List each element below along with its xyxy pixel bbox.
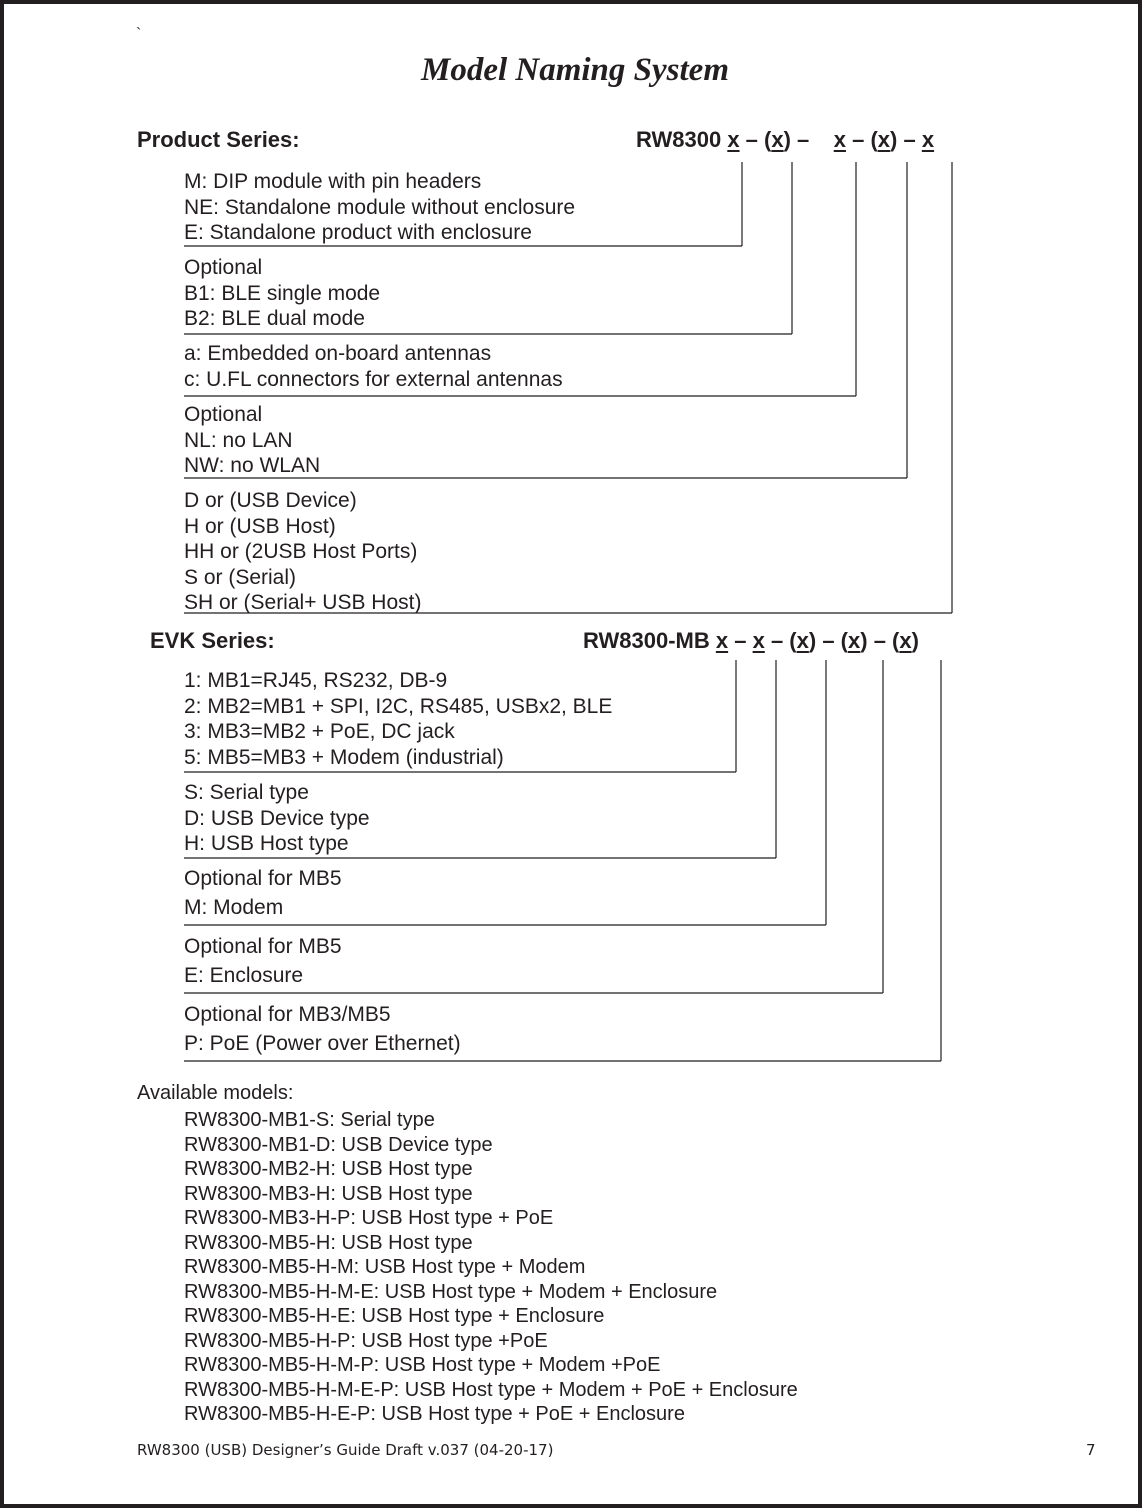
code-separator: ) [911,628,919,653]
block-line: D: USB Device type [184,806,370,830]
block-line: c: U.FL connectors for external antennas [184,367,563,391]
block-line: Optional for MB5 [184,867,342,890]
block-line: S: Serial type [184,781,309,804]
block-line: NL: no LAN [184,428,293,452]
block-line: NE: Standalone module without enclosure [184,195,576,219]
block-line: D or (USB Device) [184,489,357,512]
block-line: B2: BLE dual mode [184,307,365,331]
available-models-heading: Available models: [137,1082,294,1104]
model-list-item: RW8300-MB5-H-E: USB Host type + Enclosure [184,1305,605,1327]
block-line: NW: no WLAN [184,454,321,478]
model-list-item: RW8300-MB5-H-M: USB Host type + Modem [184,1256,586,1278]
block-line: E: Enclosure [184,964,304,987]
code-separator: – [728,628,753,653]
block-line: 5: MB5=MB3 + Modem (industrial) [184,745,504,769]
code-separator: ) – ( [860,628,900,653]
code-variable-marker: x [848,628,861,653]
page-title: Model Naming System [420,52,729,88]
code-variable-marker: x [833,127,846,152]
block-line: H: USB Host type [184,832,349,856]
evk-series-label: EVK Series: [150,628,275,653]
model-list-item: RW8300-MB5-H-E-P: USB Host type + PoE + Enclosure [184,1403,685,1425]
block-line: B1: BLE single mode [184,281,381,305]
code-separator: – ( [764,628,797,653]
stray-tick-mark: ` [136,26,142,43]
code-variable-marker: x [727,127,740,152]
code-separator: – ( [845,127,878,152]
footer-document-info: RW8300 (USB) Designer’s Guide Draft v.037 (04-20-17) [137,1441,554,1459]
code-variable-marker: x [921,127,935,152]
block-line: Optional for MB5 [184,935,342,958]
code-separator: – ( [739,127,772,152]
block-line: P: PoE (Power over Ethernet) [184,1032,461,1055]
model-list-item: RW8300-MB3-H: USB Host type [184,1182,473,1205]
block-line: 1: MB1=RJ45, RS232, DB-9 [184,669,448,692]
block-line: Optional [184,403,263,426]
model-list-item: RW8300-MB1-S: Serial type [184,1109,435,1131]
available-models-list [184,1108,798,1427]
evk-code-prefix: RW8300-MB [583,628,716,653]
model-list-item: RW8300-MB5-H: USB Host type [184,1231,473,1254]
block-line: 3: MB3=MB2 + PoE, DC jack [184,720,455,744]
code-separator: ) – ( [808,628,848,653]
model-list-item: RW8300-MB5-H-P: USB Host type +PoE [184,1329,548,1352]
block-line: 2: MB2=MB1 + SPI, I2C, RS485, USBx2, BLE [184,694,613,718]
block-line: E: Standalone product with enclosure [184,221,532,245]
code-variable-marker: x [796,628,809,653]
block-line: HH or (2USB Host Ports) [184,540,418,564]
product-code-prefix: RW8300 [636,127,728,152]
footer-page-number: 7 [1086,1441,1096,1459]
code-variable-marker: x [771,127,784,152]
code-separator: ) – [783,127,834,152]
block-line: Optional [184,256,263,279]
model-list-item: RW8300-MB1-D: USB Device type [184,1133,493,1156]
block-line: SH or (Serial+ USB Host) [184,591,422,615]
block-line: S or (Serial) [184,565,297,589]
model-list-item: RW8300-MB5-H-M-P: USB Host type + Modem +PoE [184,1354,661,1376]
code-variable-marker: x [715,628,729,653]
code-variable-marker: x [877,127,891,152]
code-variable-marker: x [752,628,765,653]
code-separator: ) – [890,127,922,152]
model-list-item: RW8300-MB5-H-M-E: USB Host type + Modem + Enclosure [184,1280,718,1303]
model-list-item: RW8300-MB3-H-P: USB Host type + PoE [184,1207,554,1229]
model-list-item: RW8300-MB5-H-M-E-P: USB Host type + Modem + PoE + Enclosure [184,1378,798,1401]
block-line: Optional for MB3/MB5 [184,1003,391,1026]
block-line: M: DIP module with pin headers [184,170,482,193]
product-series-label: Product Series: [137,127,300,152]
code-variable-marker: x [899,628,912,653]
block-line: H or (USB Host) [184,514,336,538]
model-list-item: RW8300-MB2-H: USB Host type [184,1158,473,1180]
block-line: a: Embedded on-board antennas [184,342,492,365]
block-line: M: Modem [184,896,284,919]
